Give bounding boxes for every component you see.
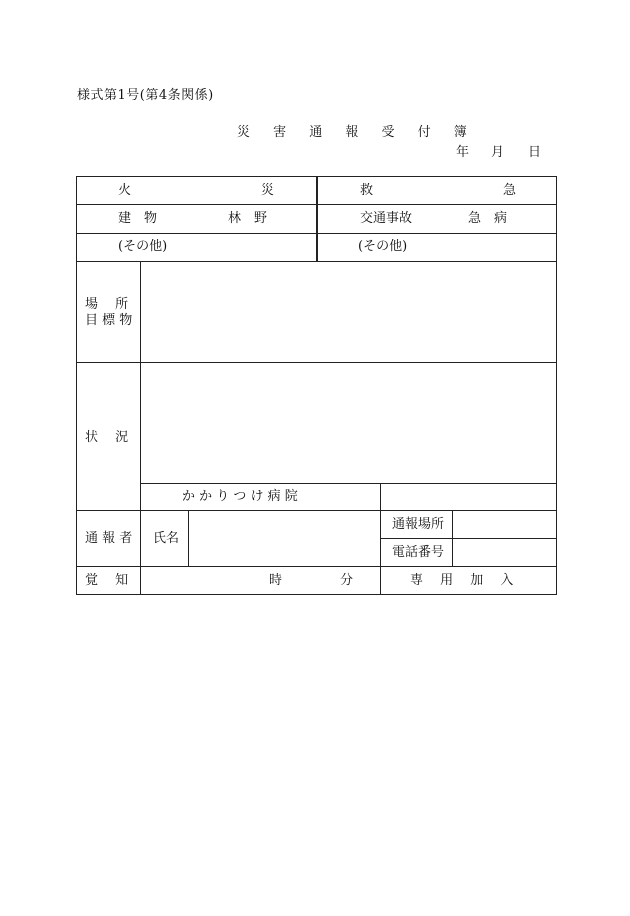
column-divider-values — [452, 510, 453, 566]
row-divider-6 — [77, 510, 556, 511]
row-divider-4 — [77, 362, 556, 363]
hospital-label: か か り つ け 病 院 — [182, 489, 298, 504]
phone-number-label: 電話番号 — [392, 545, 445, 560]
other-right-label: (その他) — [358, 239, 408, 254]
location-label-line1: 場 所 — [85, 297, 129, 312]
reporter-label: 通 報 者 — [85, 531, 133, 546]
report-place-label: 通報場所 — [392, 517, 445, 532]
dedicated-line-label: 専 用 加 入 — [410, 573, 514, 588]
fire-label-part1: 火 — [118, 183, 132, 198]
column-divider-right — [380, 483, 381, 594]
building-label: 建 物 — [118, 211, 158, 226]
column-divider-name — [188, 510, 189, 566]
sudden-illness-label: 急 病 — [468, 211, 508, 226]
date-month-label: 月 — [491, 145, 505, 160]
location-label-line2: 目 標 物 — [85, 313, 133, 328]
document-title: 災 害 通 報 受 付 簿 — [237, 125, 477, 140]
situation-label: 状 況 — [85, 430, 129, 445]
row-divider-3 — [77, 261, 556, 262]
row-divider-7 — [381, 538, 556, 539]
reporter-name-label: 氏名 — [153, 531, 180, 546]
awareness-hour-label: 時 — [269, 573, 283, 588]
fire-label-part2: 災 — [261, 183, 275, 198]
awareness-minute-label: 分 — [340, 573, 354, 588]
awareness-label: 覚 知 — [85, 573, 129, 588]
date-day-label: 日 — [528, 145, 542, 160]
row-divider-8 — [77, 566, 556, 567]
incident-report-form — [76, 176, 557, 595]
date-year-label: 年 — [456, 145, 470, 160]
row-divider-5 — [141, 483, 556, 484]
other-left-label: (その他) — [118, 239, 168, 254]
form-number: 様式第1号(第4条関係) — [77, 88, 214, 103]
rescue-label-part1: 救 — [360, 183, 374, 198]
rescue-label-part2: 急 — [503, 183, 517, 198]
forest-label: 林 野 — [228, 211, 268, 226]
column-divider-top — [316, 177, 318, 261]
column-divider-labels — [140, 261, 141, 594]
traffic-accident-label: 交通事故 — [360, 211, 413, 226]
